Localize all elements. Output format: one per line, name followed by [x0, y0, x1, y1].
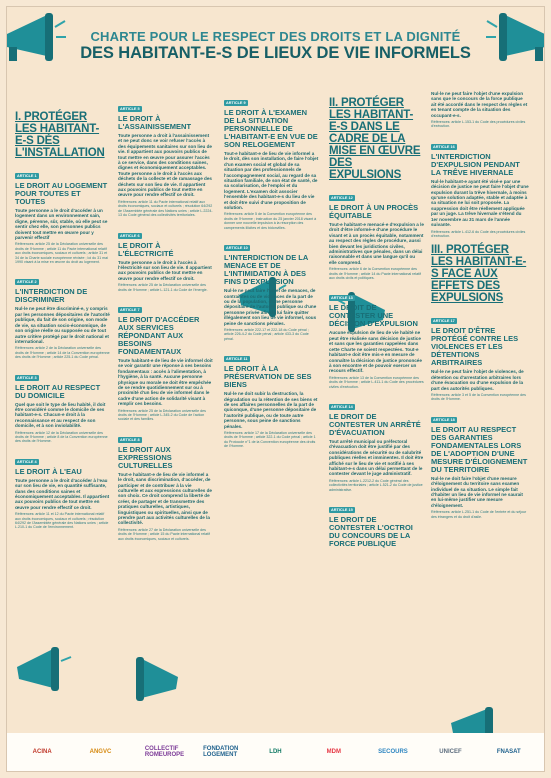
article-tag: ARTICLE 5: [120, 107, 140, 111]
article-tag: ARTICLE 3: [17, 375, 37, 380]
article-title: LE DROIT AUX EXPRESSIONS CULTURELLES: [118, 444, 173, 470]
article: [431, 408, 529, 519]
article-body: Toute personne a le droit à l'accès à l'électricité sur son lieu de vie. Il appartient aux pouvoirs publics de tout mettre en œuvre pour rendre effectif ce droit.: [118, 259, 212, 281]
article-refs: Références: article 3 et 5 de la Convention européenne des droits de l'Homme.: [431, 392, 526, 402]
poster-title-line1: CHARTE POUR LE RESPECT DES DROITS ET LA DIGNITÉ: [90, 29, 461, 44]
article-body: Toute habitant-e de lieu de vie informel doit se voir garantir une réponse à ses besoins fondamentaux : accès à l'alimentation, à l'hygiène, à la santé. Aucune personne physique ou morale ne doit être empêchée de se rendre quotidiennement sur ou à proximité d'un lieu de vie informel dans le cadre d'une action de solidarité visant à remplir ces besoins.: [118, 357, 213, 407]
article-tag: ARTICLE 4: [17, 459, 37, 464]
article-refs: Références: article 222-17 et 222-18 du Code pénal ; article 226-4-2 du Code pénal ; article 433-3 du Code pénal.: [224, 327, 309, 341]
column-3: [224, 91, 319, 455]
poster-title-line2: DES HABITANT-E-S DE LIEUX DE VIE INFORMELS: [80, 44, 471, 62]
article-tag: ARTICLE 9: [226, 101, 246, 105]
column-5: [431, 91, 529, 525]
article-title: LE DROIT D'ÊTRE PROTÉGÉ CONTRE LES VIOLENCES ET LES DÉTENTIONS ARBITRAIRES: [431, 326, 519, 368]
article-tag: ARTICLE 1: [17, 174, 37, 178]
article-body: Nul-le ne peut faire l'objet d'une expulsion sans que le concours de la force publique ait été accordé dans le respect des règles et en tenant compte de la situation des occupant-e-s.: [431, 91, 528, 118]
partner-logo: COLLECTIF ROMEUROPE: [144, 746, 185, 758]
article-body: Nul-le ne doit faire l'objet d'une mesure d'éloignement du territoire sans examen individuel de sa situation. Le simple fait d'habiter un lieu de vie informel ne saurait en lui-même justifier une mesure d'éloignement.: [431, 475, 523, 508]
article: [431, 309, 529, 401]
article-title: LE DROIT AU LOGEMENT POUR TOUTES ET TOUTES: [15, 181, 108, 206]
article: [15, 270, 110, 359]
article-title: LE DROIT À L'EXAMEN DE LA SITUATION PERSONNELLE DE L'HABITANT-E EN VUE DE SON RELOGEMENT: [224, 108, 318, 149]
article: [15, 164, 110, 264]
article: [431, 91, 529, 129]
article-title: LE DROIT D'ACCÉDER AUX SERVICES RÉPONDANT AUX BESOINS FONDAMENTAUX: [118, 314, 200, 356]
article: [224, 236, 319, 341]
article-tag: ARTICLE 15: [331, 508, 353, 512]
column-2: [118, 97, 213, 547]
article-refs: Références: article 6 de la Convention européenne des droits de l'Homme ; article 14 du Pacte international relatif aux droits civils et politiques.: [329, 267, 421, 281]
article: [329, 286, 424, 388]
article-refs: Références: article 17 de la Déclaration universelle des droits de l'Homme ; article 322-1 du Code pénal ; article 1 du Protocole n°1 de la Convention européenne des droits de l'Homme.: [224, 431, 316, 449]
article: [431, 135, 529, 238]
article-body: Tout-e habitant-e de lieu de vie informel a le droit, sans discrimination, d'accéder, de participer et de contribuer à la vie culturelle et aux expressions culturelles de son choix. Ce droit comprend la liberté de créer, de partager et de transmettre des pratiques culturelles, artistiques, linguistiques ou spirituelles, ainsi que de prendre part aux activités culturelles de la collectivité.: [118, 471, 212, 526]
article-title: L'INTERDICTION D'EXPULSION PENDANT LA TRÊVE HIVERNALE: [431, 151, 520, 177]
article-title: LE DROIT À L'EAU: [15, 466, 82, 476]
article-title: LE DROIT À UN PROCÈS ÉQUITABLE: [329, 203, 419, 220]
section-heading: III. PROTÉGER LES HABITANT-E-S FACE AUX EFFETS DES EXPULSIONS: [431, 244, 527, 305]
section-heading: II. PROTÉGER LES HABITANT-E-S DANS LE CADRE DE LA MISE EN ŒUVRE DES EXPULSIONS: [329, 97, 421, 181]
article: [118, 97, 213, 218]
article-title: LE DROIT DE CONTESTER UNE DÉCISION D'EXPULSION: [329, 303, 418, 329]
article-refs: Références: article 2 de la Déclaration universelle des droits de l'Homme ; article 14 de la Convention européenne des droits de l'Homme ; article 225-1 du Code pénal.: [15, 346, 110, 360]
section-heading: I. PROTÉGER LES HABITANT-E-S DÈS L'INSTALLATION: [15, 111, 105, 159]
article-body: Nul-le ne doit subir la destruction, la dégradation ou la rétention de ses biens et de ses affaires personnelles de la part de quiconque, d'une personne dépositaire de l'autorité publique, ou de toute autre personne, sous peine de sanctions pénales.: [224, 391, 318, 429]
article: [224, 91, 319, 230]
article-title: L'INTERDICTION DE LA MENACE ET DE L'INTIMIDATION À DES FINS D'EXPULSION: [224, 253, 309, 287]
article-refs: Références: article 25 de la Déclaration universelle des droits de l'Homme ; article L.345-2 du Code de l'action sociale et des familles.: [118, 408, 206, 422]
article-body: Toute personne a le droit d'accéder à un logement dans un environnement sain, digne, pérenne, sûr, stable, où elle peut se sentir chez elle, son personnes publics doivent tout mettre en œuvre pour y parvenir effectif: [15, 208, 108, 241]
article-title: LE DROIT À L'ASSAINISSEMENT: [118, 114, 192, 131]
article: [329, 186, 424, 280]
article: [224, 347, 319, 448]
partner-logos: [7, 733, 544, 771]
article-body: Quel que soit le type de lieu habité, il doit être considéré comme le domicile de ses habitant-e-s. Chacun-e droit à la reconnaissance et au respect de son domicile, et à son inviolabilité.: [15, 401, 106, 429]
article-tag: ARTICLE 10: [226, 246, 248, 251]
megaphone-icon: [13, 647, 73, 697]
article-body: Nul-le ne peut faire l'objet de menaces, de contraintes ou de violences de la part de ou de la population, d'une personne dépositaire de l'autorité publique ou d'une personne privée afin de lui faire quitter illégalement son lieu de vie informel, sous peine de sanctions pénales.: [224, 288, 317, 326]
partner-logo: FNASAT: [496, 749, 521, 755]
article-tag: ARTICLE 17: [433, 319, 455, 324]
article-body: Toute personne a droit à l'assainissement et ne peut donc se voir refuser l'accès à des équipements sanitaires sur son lieu de vie. Il appartient aux pouvoirs publics de tout mettre en œuvre pour assurer l'accès à ce service, dans des conditions saines, dignes et économiquement acceptables. Toute personne a le droit à l'accès aux déchets de la collecte et de ramassage des déchets sur son lieu de vie. Il appartient aux pouvoirs publics de tout mettre en œuvre pour rendre effectif ce droit.: [118, 133, 212, 198]
article-refs: Références: article L.251-1 du Code de l'entrée et du séjour des étrangers et du droit d'asile.: [431, 510, 527, 519]
article-tag: ARTICLE 14: [331, 404, 353, 409]
article-tag: ARTICLE 11: [226, 357, 248, 362]
article-body: Aucune expulsion de lieu de vie habité ne peut être réalisée sans décision de justice et sans que les garanties rappelées dans cette Charte ne soient respectées. Tout-e habitant-e doit être mis-e en mesure de connaître la décision de justice prononcée à son encontre et de pouvoir exercer un recours effectif.: [329, 330, 422, 374]
partner-logo: ANGVC: [89, 749, 112, 755]
article-title: LE DROIT À L'ÉLECTRICITÉ: [118, 240, 174, 258]
article-body: Tout-e habitant-e de lieu de vie informel a le droit, dès son installation, de faire l'objet d'un examen social et global de sa situation par des professionnels de l'accompagnement social, au regard de sa situation familiale, de son état de santé, de sa scolarisation, de l'emploi et du logement. L'examen doit associer l'ensemble des habitant-e-s du lieu de vie et doit être suivi d'une proposition de solution.: [224, 151, 319, 211]
article-tag: ARTICLE 12: [331, 196, 353, 200]
article-refs: Références: article 12 de la Déclaration universelle des droits de l'Homme ; article 8 de la Convention européenne des droits de l'Homme.: [15, 430, 108, 444]
article-title: LE DROIT DE CONTESTER L'OCTROI DU CONCOURS DE LA FORCE PUBLIQUE: [329, 515, 413, 548]
article-body: Nul-le ne peut faire l'objet de violences, de détention ou d'arrestation arbitraires lors d'une évacuation ou d'une expulsion de la part des autorités publiques.: [431, 369, 524, 391]
article-body: Nul-le ne peut être discriminé-e, y compris par les personnes dépositaires de l'autorité publique, du fait de son origine, son mode de vie, sa situation socio-économique, de son origine réelle ou supposée ou de tout autre critère protégé par le droit national et international.: [15, 306, 110, 344]
partner-logo: SECOURS: [378, 749, 408, 755]
article-refs: Références: article L.2212-2 du Code général des collectivités territoriales ; article L.521-2 du Code de justice administrative.: [329, 478, 423, 492]
article-refs: Références: article 11 et 12 du Pacte international relatif aux droits économiques, sociaux et culturels ; résolution 64/292 de l'Assemblée générale des Nations unies ; article L.210-1 du Code de l'environnement.: [15, 512, 109, 530]
article-tag: ARTICLE 6: [120, 233, 140, 238]
partner-logo: FONDATION LOGEMENT: [203, 746, 239, 758]
article-refs: Références: article 13 de la Convention européenne des droits de l'Homme ; article L.411-1 du Code des procédures civiles d'exécution.: [329, 375, 424, 389]
article-title: LE DROIT AU RESPECT DU DOMICILE: [15, 382, 101, 400]
article: [329, 498, 424, 548]
article-title: LE DROIT À LA PRÉSERVATION DE SES BIENS: [224, 364, 312, 390]
article-title: LE DROIT AU RESPECT DES GARANTIES FONDAMENTALES LORS DE L'ADOPTION D'UNE MESURE D'ÉLOIGNEMENT DU TERRITOIRE: [431, 424, 528, 474]
article-body: Tout-e habitant-e menacé-e d'expulsion a le droit d'être informé-e d'une procédure le visant et à un procès équitable, notamment au respect des règles de procédure, aussi bien devant les juridictions civiles, administratives que pénales, dans un délai raisonnable et dans une langue qu'il ou elle comprend.: [329, 222, 424, 265]
article-refs: Références: article 5 de la Convention européenne des droits de l'Homme ; instruction du 25 janvier 2018 visant à donner une nouvelle impulsion à la résorption des campements illicites et des bidonvilles.: [224, 212, 317, 230]
article-title: LE DROIT DE CONTESTER UN ARRÊTÉ D'ÉVACUATION: [329, 411, 421, 437]
article: [118, 298, 213, 422]
partner-logo: MDM: [326, 749, 341, 755]
article-body: Toute personne a le droit d'accéder à l'eau sur son lieu de vie, en quantité suffisante, dans des conditions saines et économiquement acceptables. Il appartient aux pouvoirs publics de tout mettre en œuvre pour rendre effectif ce droit.: [15, 477, 110, 510]
article-refs: Références: article L.412-6 du Code des procédures civiles d'exécution.: [431, 229, 526, 238]
column-4: [329, 97, 424, 554]
partner-logo: LDH: [269, 749, 282, 755]
article-tag: ARTICLE 2: [17, 280, 37, 285]
article-tag: ARTICLE 8: [120, 437, 140, 442]
article: [329, 395, 424, 492]
article-refs: Références: article 11 du Pacte international relatif aux droits économiques, sociaux et culturels ; résolution 64/292 de l'Assemblée générale des Nations unies ; article L.2224-13 du Code général des collectivités territoriales.: [118, 199, 213, 218]
article-refs: Références: article 25 de la Déclaration universelle des droits de l'Homme ; article 11 du Pacte international relatif aux droits économiques, sociaux et culturels ; article 31 et 34 de la Charte sociale européenne révisée ; loi du 31 mai 1990 visant à la mise en œuvre du droit au logement.: [15, 242, 108, 265]
article-refs: Références: article L.153-1 du Code des procédures civiles d'exécution.: [431, 120, 526, 129]
column-1: [15, 111, 110, 536]
poster: [6, 6, 545, 772]
partner-logo: ACINA: [32, 749, 52, 755]
article-title: L'INTERDICTION DE DISCRIMINER: [15, 287, 88, 305]
article: [118, 428, 213, 541]
megaphone-icon: [122, 657, 182, 707]
article: [15, 366, 110, 444]
article-tag: ARTICLE 7: [120, 307, 140, 312]
article-tag: ARTICLE 18: [433, 417, 455, 422]
article-refs: Références: article 25 de la Déclaration universelle des droits de l'Homme ; article L.121-1 du Code de l'énergie.: [118, 283, 208, 292]
article-tag: ARTICLE 16: [433, 144, 455, 149]
article-body: Nul-le habitant-e ayant été visé-e par une décision de justice ne peut faire l'objet d'une expulsion durant la trêve hivernale, à moins qu'une solution adaptée, stable et adaptée à sa situation ne lui soit proposée. La suppression doit être réellement appliquée par un juge. La trêve hivernale s'étend du 1er novembre au 31 mars de l'année suivante.: [431, 178, 529, 228]
article: [15, 450, 110, 530]
partner-logo: UNICEF: [439, 749, 462, 755]
article-body: Tout arrêté municipal ou préfectoral d'évacuation doit être justifié par des considérations de sécurité ou de salubrité publiques réelles et imminentes. Il doit être affiché sur le lieu de vie et notifié à ses habitant-e-s dans un délai permettant de le contester devant le juge administratif.: [329, 438, 424, 477]
article-refs: Références: article 27 de la Déclaration universelle des droits de l'Homme ; article 15 du Pacte international relatif aux droits économiques, sociaux et culturels.: [118, 527, 210, 541]
article-tag: ARTICLE 13: [331, 296, 353, 301]
article: [118, 224, 213, 292]
